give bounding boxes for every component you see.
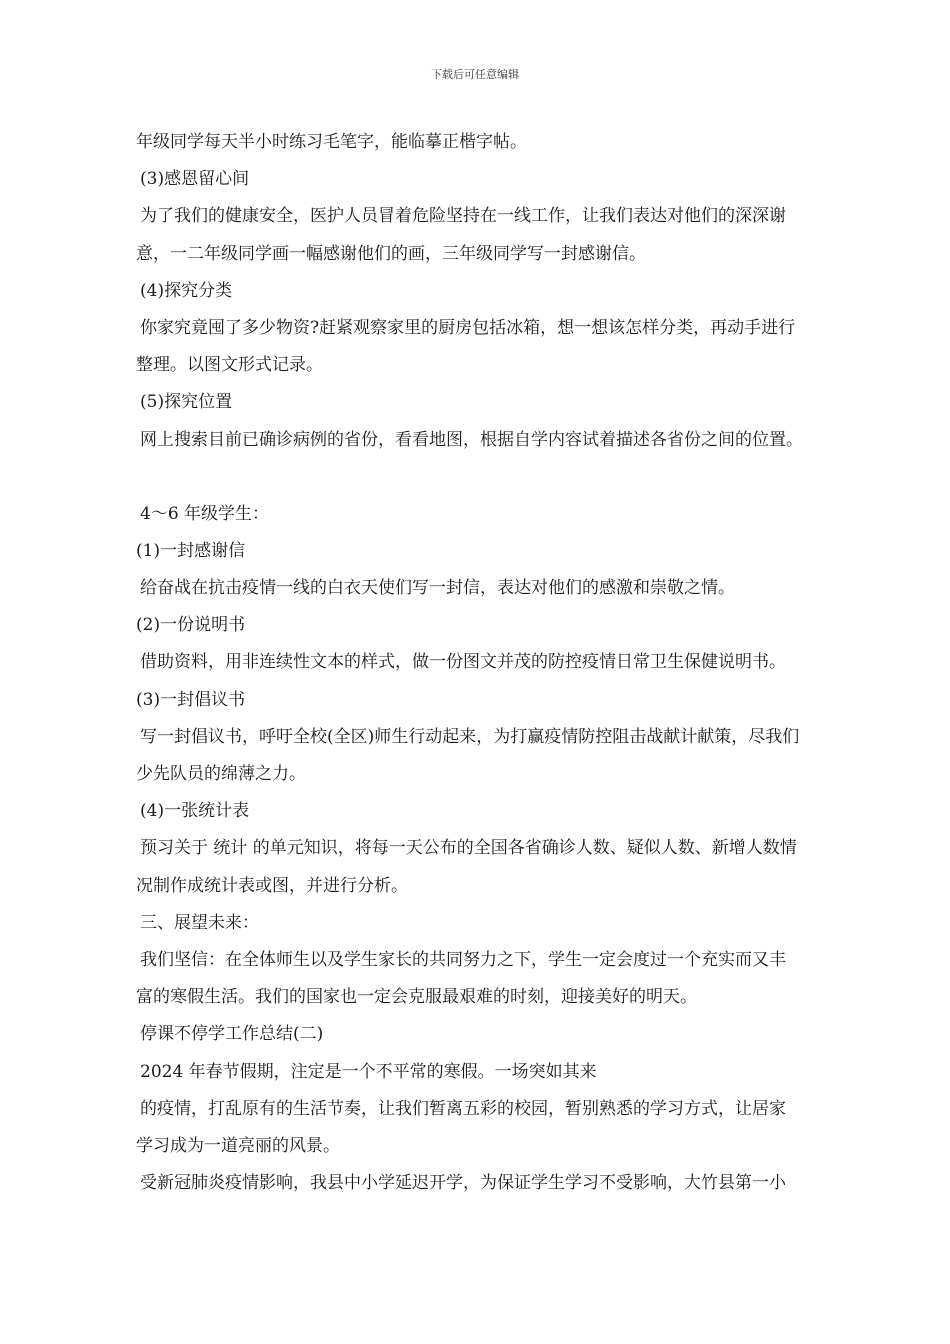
section-heading: (5)探究位置: [140, 392, 233, 413]
section-heading: 三、展望未来：: [140, 912, 259, 933]
paragraph-line: 借助资料，用非连续性文本的样式，做一份图文并茂的防控疫情日常卫生保健说明书。: [140, 652, 786, 673]
section-heading: (1)一封感谢信: [136, 540, 246, 561]
section-heading: (3)一封倡议书: [136, 689, 246, 710]
paragraph-line: 为了我们的健康安全，医护人员冒着危险坚持在一线工作，让我们表达对他们的深深谢: [140, 206, 786, 227]
document-body: [136, 124, 896, 1202]
section-heading: (4)探究分类: [140, 280, 233, 301]
paragraph-line: 年级同学每天半小时练习毛笔字，能临摹正楷字帖。: [136, 132, 527, 152]
section-heading: 4～6 年级学生：: [140, 503, 270, 524]
section-heading: (4)一张统计表: [140, 801, 250, 822]
section-heading: (2)一份说明书: [136, 615, 246, 636]
paragraph-line: 况制作成统计表或图，并进行分析。: [136, 875, 408, 896]
paragraph-line: 网上搜索目前已确诊病例的省份，看看地图，根据自学内容试着描述各省份之间的位置。: [140, 429, 803, 450]
paragraph-line: 给奋战在抗击疫情一线的白衣天使们写一封信，表达对他们的感激和崇敬之情。: [140, 578, 735, 599]
paragraph-line: 学习成为一道亮丽的风景。: [136, 1135, 340, 1156]
paragraph-line: 预习关于 统计 的单元知识，将每一天公布的全国各省确诊人数、疑似人数、新增人数情: [140, 838, 797, 859]
page-header: 下载后可任意编辑: [431, 68, 519, 81]
paragraph-line: 我们坚信：在全体师生以及学生家长的共同努力之下，学生一定会度过一个充实而又丰: [140, 949, 786, 970]
section-heading: 停课不停学工作总结(二): [140, 1024, 324, 1045]
paragraph-line: 2024 年春节假期，注定是一个不平常的寒假。一场突如其来: [140, 1061, 597, 1082]
paragraph-line: 受新冠肺炎疫情影响，我县中小学延迟开学，为保证学生学习不受影响，大竹县第一小: [140, 1173, 786, 1194]
paragraph-line: 写一封倡议书，呼吁全校(全区)师生行动起来，为打赢疫情防控阻击战献计献策，尽我们: [140, 726, 800, 747]
paragraph-line: 少先队员的绵薄之力。: [136, 764, 306, 784]
paragraph-line: 意，一二年级同学画一幅感谢他们的画，三年级同学写一封感谢信。: [136, 243, 646, 264]
paragraph-line: 你家究竟囤了多少物资?赶紧观察家里的厨房包括冰箱，想一想该怎样分类，再动手进行: [140, 317, 796, 338]
paragraph-line: 富的寒假生活。我们的国家也一定会克服最艰难的时刻，迎接美好的明天。: [136, 987, 697, 1008]
blank-line: [136, 459, 896, 496]
paragraph-line: 整理。以图文形式记录。: [136, 355, 323, 376]
paragraph-line: 的疫情，打乱原有的生活节奏，让我们暂离五彩的校园，暂别熟悉的学习方式，让居家: [140, 1098, 786, 1119]
section-heading: (3)感恩留心间: [140, 169, 250, 190]
